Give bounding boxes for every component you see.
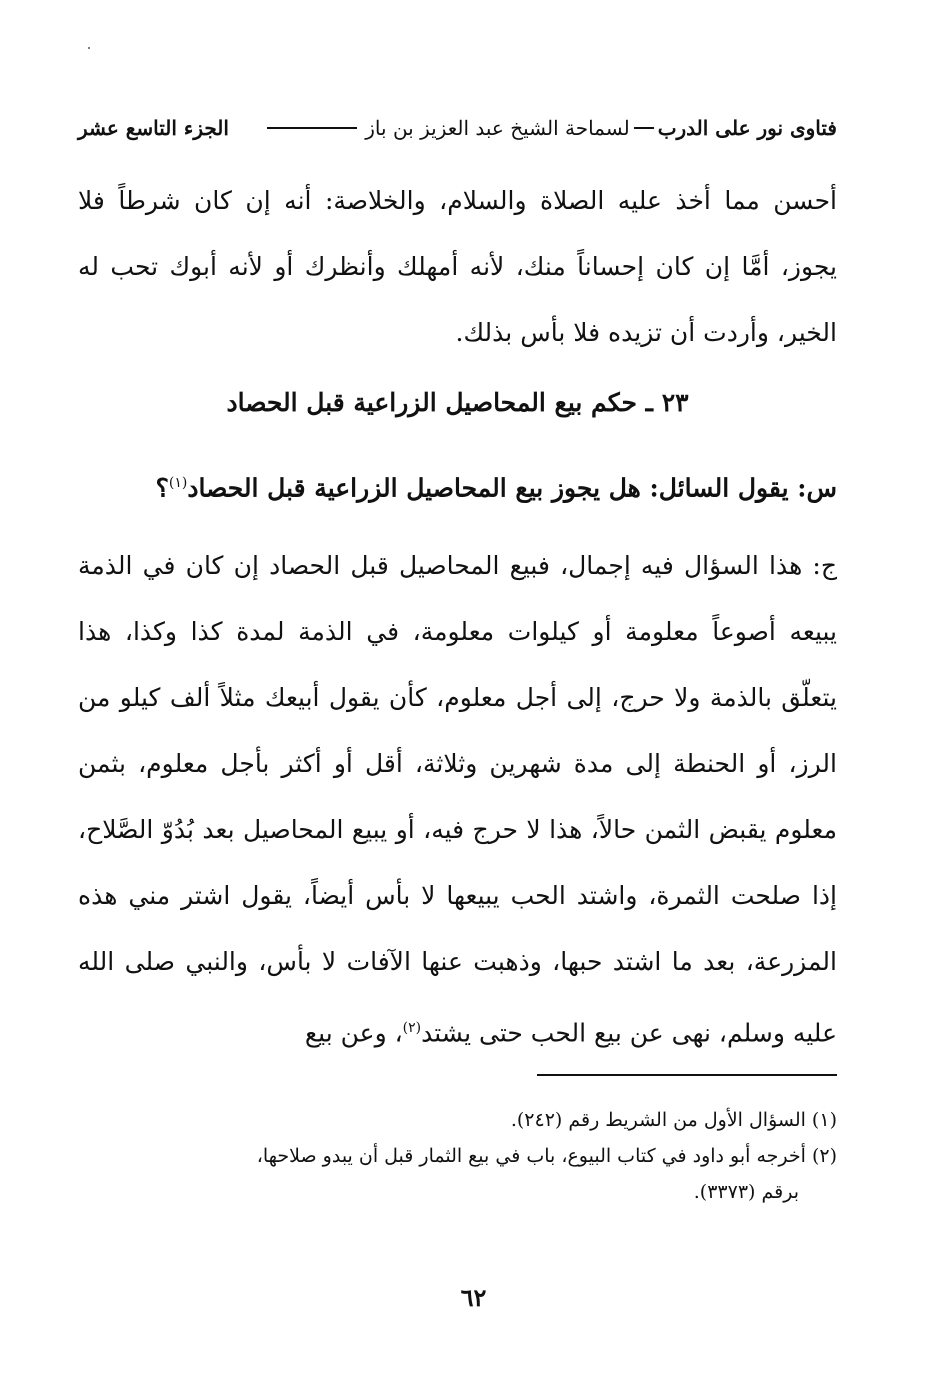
scan-speck <box>88 47 90 49</box>
footnote-separator <box>537 1074 837 1076</box>
section-title: ٢٣ ـ حكم بيع المحاصيل الزراعية قبل الحصاد <box>226 388 689 417</box>
header-author: لسماحة الشيخ عبد العزيز بن باز <box>365 116 630 140</box>
header-rule <box>267 127 357 129</box>
running-header <box>78 113 837 143</box>
answer-continuation: ، وعن بيع <box>304 1018 403 1048</box>
header-book-info <box>259 116 837 140</box>
question-text: س: يقول السائل: هل يجوز بيع المحاصيل الزراعية قبل الحصاد <box>187 473 837 503</box>
question-mark: ؟ <box>155 473 169 503</box>
footnotes <box>78 1102 837 1210</box>
footnote-ref-2[interactable]: (٢) <box>402 1020 422 1036</box>
footnote-ref-1[interactable]: (١) <box>168 475 188 491</box>
header-dash <box>634 127 654 129</box>
page-number: ٦٢ <box>460 1283 487 1312</box>
question-paragraph <box>78 457 837 514</box>
footnote-2: (٢) أخرجه أبو داود في كتاب البيوع، باب في بيع الثمار قبل أن يبدو صلاحها، <box>256 1145 837 1167</box>
footnote-1: (١) السؤال الأول من الشريط رقم (٢٤٢). <box>510 1109 837 1131</box>
paragraph-continuation: أحسن مما أخذ عليه الصلاة والسلام، والخلاصة: أنه إن كان شرطاً فلا يجوز، أمَّا إن كان إحساناً منك، لأنه أمهلك وأنظرك أو لأنه أبوك تحب له الخير، وأردت أن تزيده فلا بأس بذلك. <box>78 186 837 347</box>
header-part: الجزء التاسع عشر <box>78 116 229 140</box>
footnote-2-continuation: برقم (٣٣٧٣). <box>693 1181 799 1203</box>
answer-text: ج: هذا السؤال فيه إجمال، فبيع المحاصيل قبل الحصاد إن كان في الذمة يبيعه أصوعاً معلومة أو كيلوات معلومة، في الذمة لمدة كذا وكذا، هذا يتعلّق بالذمة ولا حرج، إلى أجل معلوم، كأن يقول أبيعك مثلاً ألف كيلو من الرز، أو الحنطة إلى مدة شهرين وثلاثة، أقل أو أكثر بأجل معلوم، بثمن معلوم يقبض الثمن حالاً، هذا لا حرج فيه، أو يبيع المحاصيل بعد بُدُوّ الصَّلاح، إذا صلحت الثمرة، واشتد الحب يبيعها لا بأس أيضاً، يقول اشتر مني هذه المزرعة، بعد ما اشتد حبها، وذهبت عنها الآفات لا بأس، والنبي صلى الله عليه وسلم، نهى عن بيع الحب حتى يشتد <box>78 551 837 1048</box>
answer-paragraph <box>78 533 837 1066</box>
header-book-title: فتاوى نور على الدرب <box>657 116 837 140</box>
